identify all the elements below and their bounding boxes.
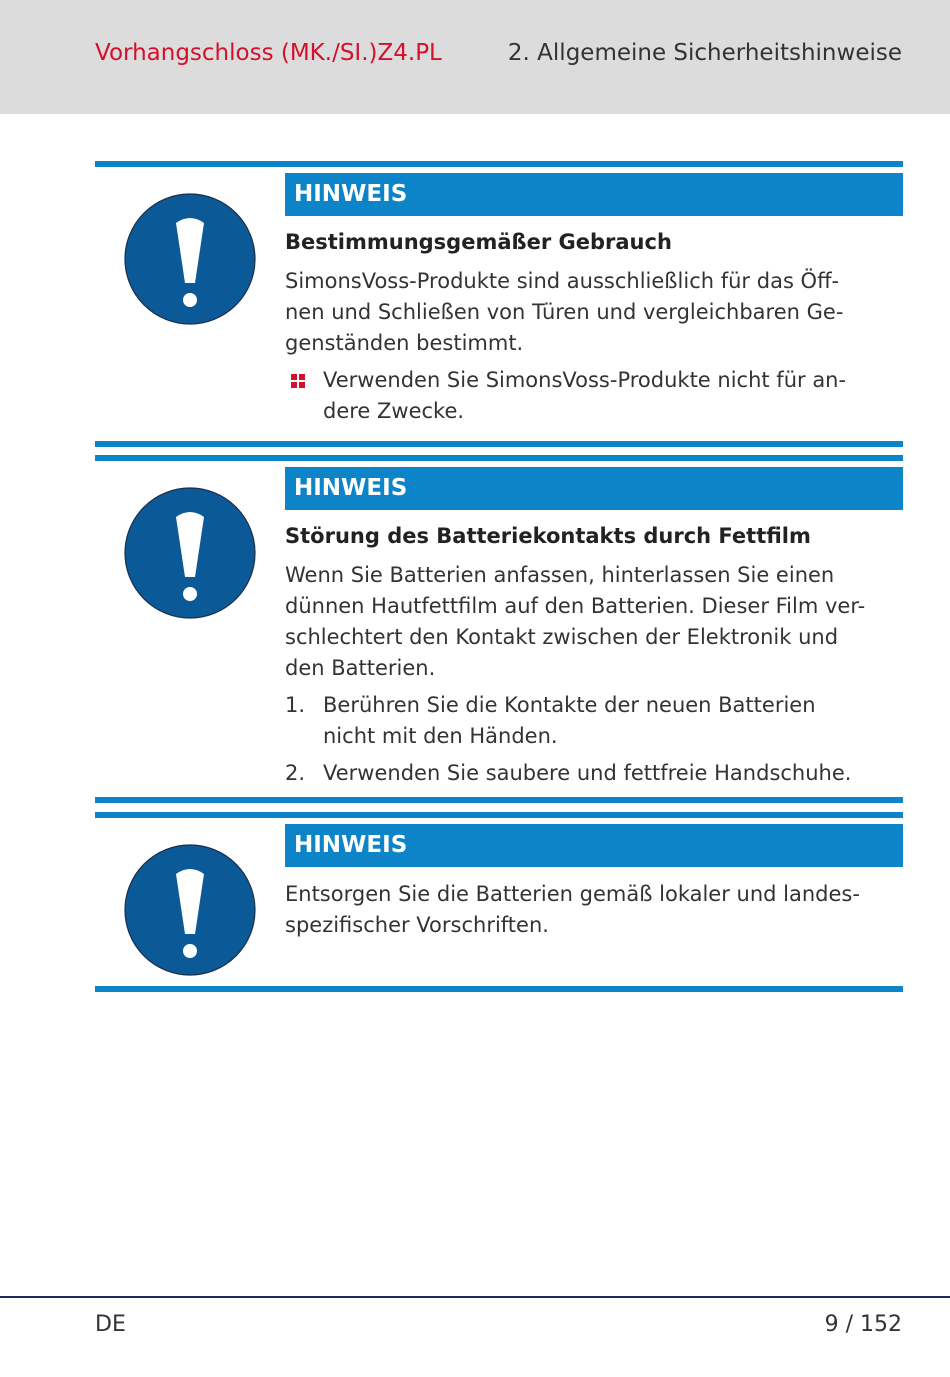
notice-battery-contact bbox=[95, 455, 903, 803]
bullet-item: Verwenden Sie SimonsVoss-Produkte nicht für an- dere Zwecke. bbox=[285, 365, 903, 427]
footer-language: DE bbox=[95, 1312, 126, 1337]
notice-text: Wenn Sie Batterien anfassen, hinterlassen Sie einen dünnen Hautfettfilm auf den Batterien. Dieser Film ver- schlechtert den Kontakt zwischen der Elektronik und den Batterien. bbox=[285, 563, 866, 680]
exclamation-icon bbox=[124, 487, 256, 619]
step-item: 2. Verwenden Sie saubere und fettfreie Handschuhe. bbox=[285, 758, 903, 789]
product-title: Vorhangschloss (MK./SI.)Z4.PL bbox=[95, 40, 442, 66]
notice-text: Entsorgen Sie die Batterien gemäß lokaler und landes- spezifischer Vorschriften. bbox=[285, 882, 860, 937]
notice-label: HINWEIS bbox=[285, 824, 903, 867]
notice-text: SimonsVoss-Produkte sind ausschließlich für das Öff- nen und Schließen von Türen und vergleichbaren Ge- genständen bestimmt. bbox=[285, 269, 844, 355]
notice-label: HINWEIS bbox=[285, 173, 903, 216]
step-number: 2. bbox=[285, 761, 306, 785]
step-number: 1. bbox=[285, 693, 306, 717]
step-item: 1. Berühren Sie die Kontakte der neuen Batterien nicht mit den Händen. bbox=[285, 690, 903, 752]
exclamation-icon bbox=[124, 844, 256, 976]
chapter-title: 2. Allgemeine Sicherheitshinweise bbox=[507, 40, 902, 66]
footer-divider bbox=[0, 1296, 950, 1298]
page-header bbox=[0, 0, 950, 114]
page-number: 9 / 152 bbox=[824, 1312, 902, 1337]
notice-title: Bestimmungsgemäßer Gebrauch bbox=[285, 230, 672, 254]
exclamation-icon bbox=[124, 193, 256, 325]
notice-intended-use bbox=[95, 161, 903, 447]
notice-title: Störung des Batteriekontakts durch Fettfilm bbox=[285, 524, 811, 548]
notice-battery-disposal bbox=[95, 812, 903, 992]
notice-label: HINWEIS bbox=[285, 467, 903, 510]
bullet-marker-icon bbox=[291, 374, 305, 388]
